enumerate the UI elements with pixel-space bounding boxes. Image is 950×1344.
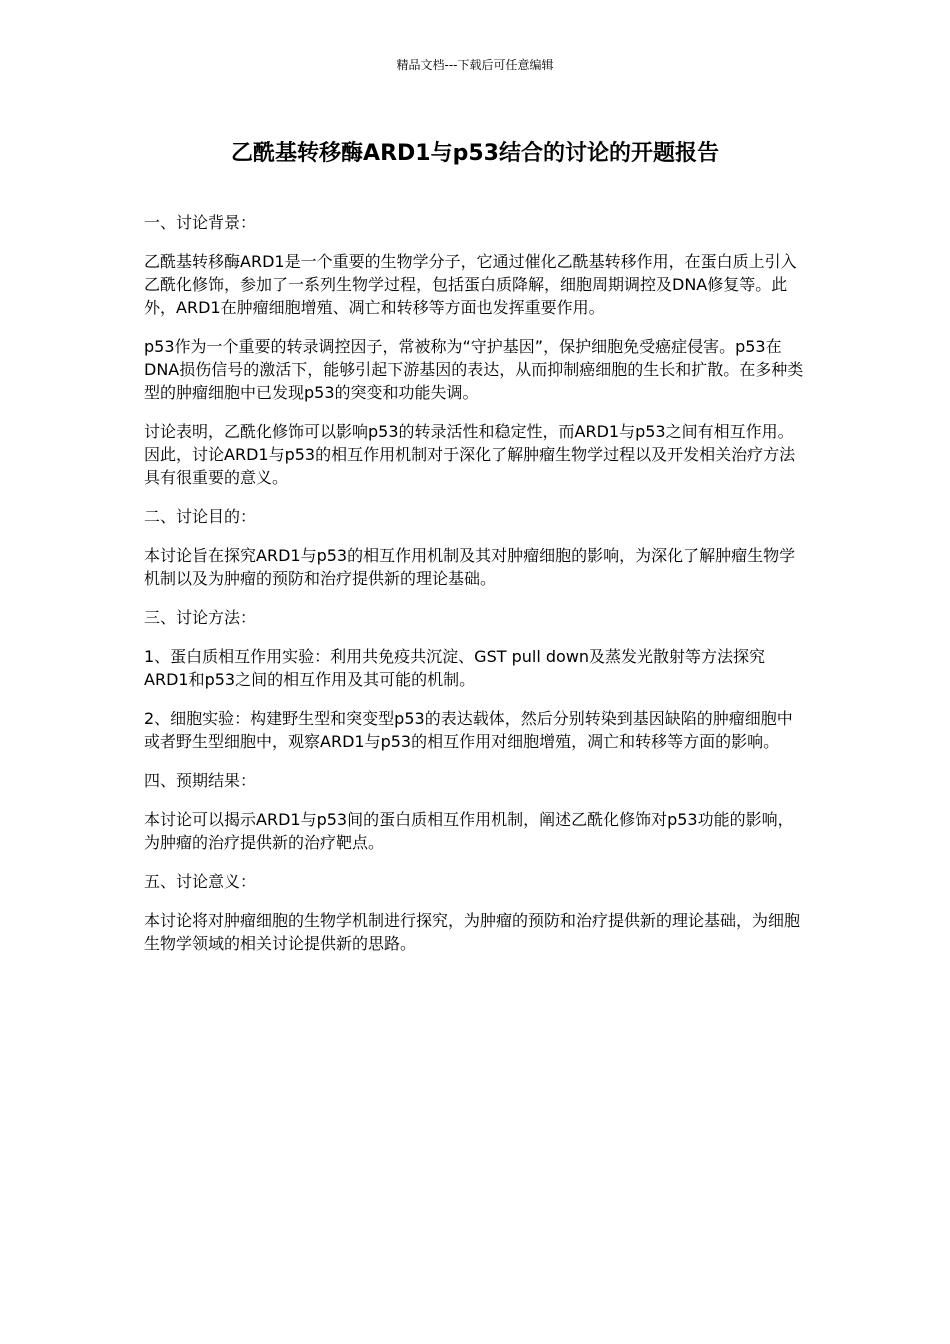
paragraph-method-protein: 1、蛋白质相互作用实验：利用共免疫共沉淀、GST pull down及蒸发光散射等方法探究ARD1和p53之间的相互作用及其可能的机制。 [144,647,766,689]
paragraph-p53-intro: p53作为一个重要的转录调控因子，常被称为“守护基因”，保护细胞免受癌症侵害。p53在DNA损伤信号的激活下，能够引起下游基因的表达，从而抑制癌细胞的生长和扩散。在多种类型的肿瘤细胞中已发现p53的突变和功能失调。 [144,337,804,402]
paragraph-significance: 本讨论将对肿瘤细胞的生物学机制进行探究，为肿瘤的预防和治疗提供新的理论基础，为细胞生物学领域的相关讨论提供新的思路。 [144,911,801,953]
section-heading-significance: 五、讨论意义： [144,872,257,891]
section-heading-purpose: 二、讨论目的： [144,507,257,526]
paragraph-method-cell: 2、细胞实验：构建野生型和突变型p53的表达载体，然后分别转染到基因缺陷的肿瘤细胞中或者野生型细胞中，观察ARD1与p53的相互作用对细胞增殖，凋亡和转移等方面的影响。 [144,709,793,751]
section-heading-background: 一、讨论背景： [144,213,257,232]
document-title: 乙酰基转移酶ARD1与p53结合的讨论的开题报告 [231,141,719,166]
paragraph-expected-results: 本讨论可以揭示ARD1与p53间的蛋白质相互作用机制，阐述乙酰化修饰对p53功能的影响，为肿瘤的治疗提供新的治疗靶点。 [144,810,794,852]
page-header-note: 精品文档---下载后可任意编辑 [396,58,554,72]
section-heading-methods: 三、讨论方法： [144,608,257,627]
document-body [144,211,808,971]
paragraph-ard1-intro: 乙酰基转移酶ARD1是一个重要的生物学分子，它通过催化乙酰基转移作用，在蛋白质上引入乙酰化修饰，参加了一系列生物学过程，包括蛋白质降解，细胞周期调控及DNA修复等。此外，ARD1在肿瘤细胞增殖、凋亡和转移等方面也发挥重要作用。 [144,252,797,317]
paragraph-research-significance: 讨论表明，乙酰化修饰可以影响p53的转录活性和稳定性，而ARD1与p53之间有相互作用。因此，讨论ARD1与p53的相互作用机制对于深化了解肿瘤生物学过程以及开发相关治疗方法具有很重要的意义。 [144,422,796,487]
section-heading-expected-results: 四、预期结果： [144,771,257,790]
paragraph-purpose: 本讨论旨在探究ARD1与p53的相互作用机制及其对肿瘤细胞的影响，为深化了解肿瘤生物学机制以及为肿瘤的预防和治疗提供新的理论基础。 [144,546,796,588]
